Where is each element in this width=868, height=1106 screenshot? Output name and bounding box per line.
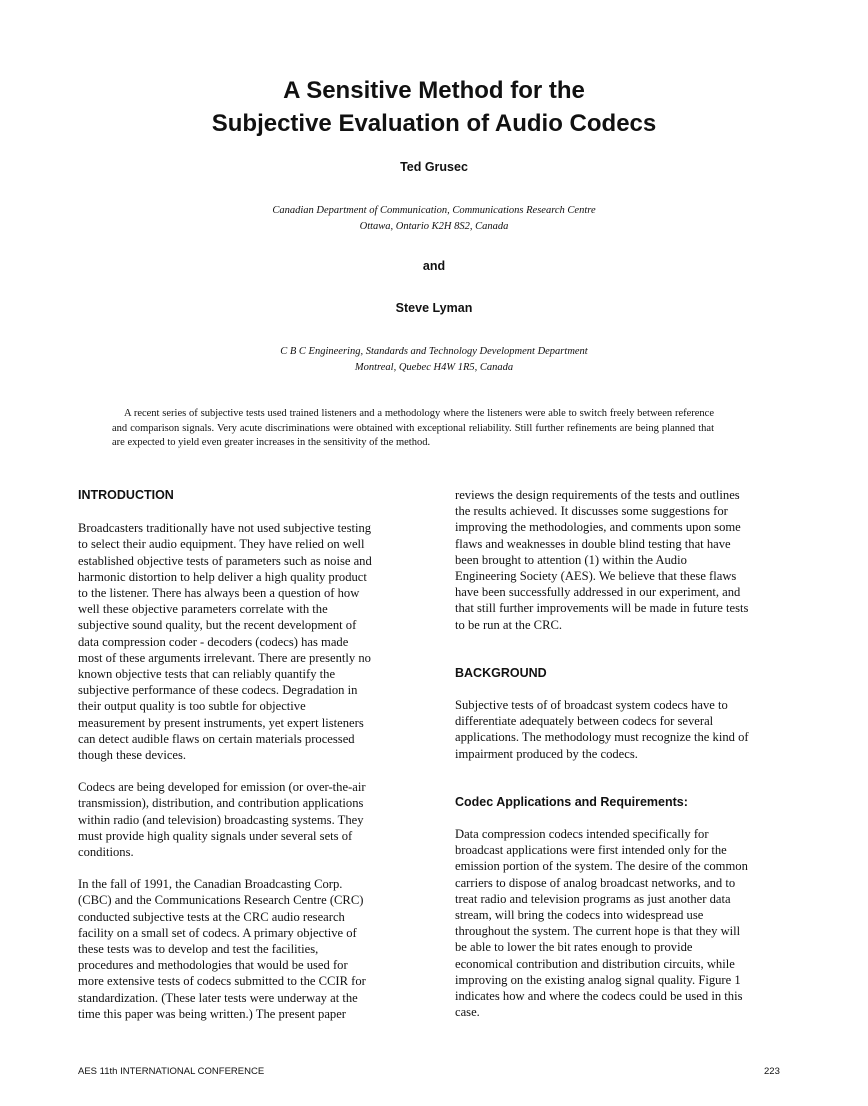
title-line-2: Subjective Evaluation of Audio Codecs xyxy=(211,110,657,137)
text-line: most of these arguments irrelevant. There are presently no xyxy=(78,650,371,665)
text-line: improving on the existing analog signal quality. Figure 1 xyxy=(455,972,741,987)
text-line: been brought to attention (1) within the Audio xyxy=(455,552,687,567)
text-line: to the listener. There has always been a question of how xyxy=(78,586,360,601)
right-column xyxy=(455,487,795,1020)
text-line: differentiate adequately between codecs for several xyxy=(455,714,714,729)
text-line: be able to lower the bit rates enough to provide xyxy=(455,940,693,955)
text-line: In the fall of 1991, the Canadian Broadcasting Corp. xyxy=(78,877,343,892)
text-line: must provide high quality signals under several sets of xyxy=(78,828,353,843)
text-line: data compression coder - decoders (codecs) has made xyxy=(78,634,349,649)
text-line: known objective tests that can reliably quantify the xyxy=(78,667,336,682)
author-1-affiliation-line-1: Canadian Department of Communication, Communications Research Centre xyxy=(272,205,596,216)
background-paragraph xyxy=(455,697,795,762)
text-line: though these devices. xyxy=(78,748,187,763)
text-line: harmonic distortion to help deliver a high quality product xyxy=(78,569,367,584)
text-line: to select their audio equipment. They have relied on well xyxy=(78,537,365,552)
intro-paragraph-1 xyxy=(78,520,418,763)
intro-continued-paragraph xyxy=(455,487,795,633)
paper-title xyxy=(0,74,868,140)
text-line: well these objective parameters correlate with the xyxy=(78,602,328,617)
text-line: subjective sound quality, but the recent development of xyxy=(78,618,357,633)
subsection-heading-codec-applications: Codec Applications and Requirements: xyxy=(455,794,688,809)
and-label: and xyxy=(422,259,446,273)
text-line: that still further improvements will be made in future tests xyxy=(455,601,749,616)
author-1-affiliation-line-2: Ottawa, Ontario K2H 8S2, Canada xyxy=(359,221,509,232)
footer-conference: AES 11th INTERNATIONAL CONFERENCE xyxy=(78,1066,265,1077)
text-line: treat radio and television programs as just another data xyxy=(455,891,731,906)
text-line: applications. The methodology must recognize the kind of xyxy=(455,730,749,745)
text-line: these tests was to develop and test the facilities, xyxy=(78,942,319,957)
text-line: subjective performance of these codecs. Degradation in xyxy=(78,683,358,698)
text-line: conducted subjective tests at the CRC audio research xyxy=(78,909,345,924)
author-2-affiliation xyxy=(0,344,868,376)
text-line: Broadcasters traditionally have not used subjective testing xyxy=(78,521,372,536)
author-2-affiliation-line-1: C B C Engineering, Standards and Technology Development Department xyxy=(280,346,588,357)
text-line: emission portion of the system. The desire of the common xyxy=(455,859,748,874)
intro-paragraph-2 xyxy=(78,779,418,860)
text-line: time this paper was being written.) The present paper xyxy=(78,1006,346,1021)
text-line: their output quality is too subtle for objective xyxy=(78,699,306,714)
footer-page-number: 223 xyxy=(764,1066,780,1077)
text-line: (CBC) and the Communications Research Centre (CRC) xyxy=(78,893,364,908)
abstract: A recent series of subjective tests used trained listeners and a methodology where the listeners were able to switch freely between reference and comparison signals. Very acute discriminations were obtained with exceptional reliability. Still further refinements are being planned that are expected to yield even greater increases in the sensitivity of the method. xyxy=(112,408,714,449)
text-line: to be run at the CRC. xyxy=(455,617,563,632)
text-line: the results achieved. It discusses some suggestions for xyxy=(455,504,728,519)
text-line: Data compression codecs intended specifically for xyxy=(455,827,709,842)
author-1-name: Ted Grusec xyxy=(400,160,468,174)
text-line: indicates how and where the codecs could be used in this xyxy=(455,989,743,1004)
text-line: Codecs are being developed for emission (or over-the-air xyxy=(78,780,366,795)
codec-applications-paragraph xyxy=(455,826,795,1020)
text-line: standardization. (These later tests were underway at the xyxy=(78,990,358,1005)
text-line: facility on a small set of codecs. A primary objective of xyxy=(78,925,357,940)
text-line: conditions. xyxy=(78,845,134,860)
text-line: economical contribution and distribution circuits, while xyxy=(455,956,735,971)
text-line: measurement by present instruments, yet expert listeners xyxy=(78,715,364,730)
text-line: Subjective tests of of broadcast system codecs have to xyxy=(455,698,728,713)
text-line: can detect audible flaws on certain materials processed xyxy=(78,731,355,746)
text-line: impairment produced by the codecs. xyxy=(455,746,638,761)
left-column xyxy=(78,487,418,1022)
text-line: case. xyxy=(455,1005,480,1020)
text-line: established objective tests of parameters such as noise and xyxy=(78,553,372,568)
text-line: improving the methodologies, and comments upon some xyxy=(455,520,741,535)
text-line: procedures and methodologies that would be used for xyxy=(78,958,348,973)
intro-paragraph-3 xyxy=(78,876,418,1022)
author-2-name: Steve Lyman xyxy=(395,301,473,315)
text-line: flaws and weaknesses in double blind testing that have xyxy=(455,536,731,551)
section-heading-introduction: INTRODUCTION xyxy=(78,488,174,502)
text-line: broadcast applications were first intended only for the xyxy=(455,843,727,858)
text-line: within radio (and television) broadcasting systems. They xyxy=(78,812,364,827)
text-line: have been successfully addressed in our experiment, and xyxy=(455,585,741,600)
author-1-affiliation xyxy=(0,203,868,235)
text-line: reviews the design requirements of the tests and outlines xyxy=(455,488,740,502)
text-line: more extensive tests of codecs submitted to the CCIR for xyxy=(78,974,366,989)
author-2-affiliation-line-2: Montreal, Quebec H4W 1R5, Canada xyxy=(354,362,514,373)
section-heading-background: BACKGROUND xyxy=(455,665,547,680)
title-line-1: A Sensitive Method for the xyxy=(283,77,585,104)
text-line: Engineering Society (AES). We believe that these flaws xyxy=(455,569,737,584)
text-line: transmission), distribution, and contribution applications xyxy=(78,796,364,811)
text-line: stream, will bring the codecs into widespread use xyxy=(455,908,704,923)
text-line: throughout the system. The current hope is that they will xyxy=(455,924,741,939)
text-line: carriers to dispose of analog broadcast networks, and to xyxy=(455,875,736,890)
